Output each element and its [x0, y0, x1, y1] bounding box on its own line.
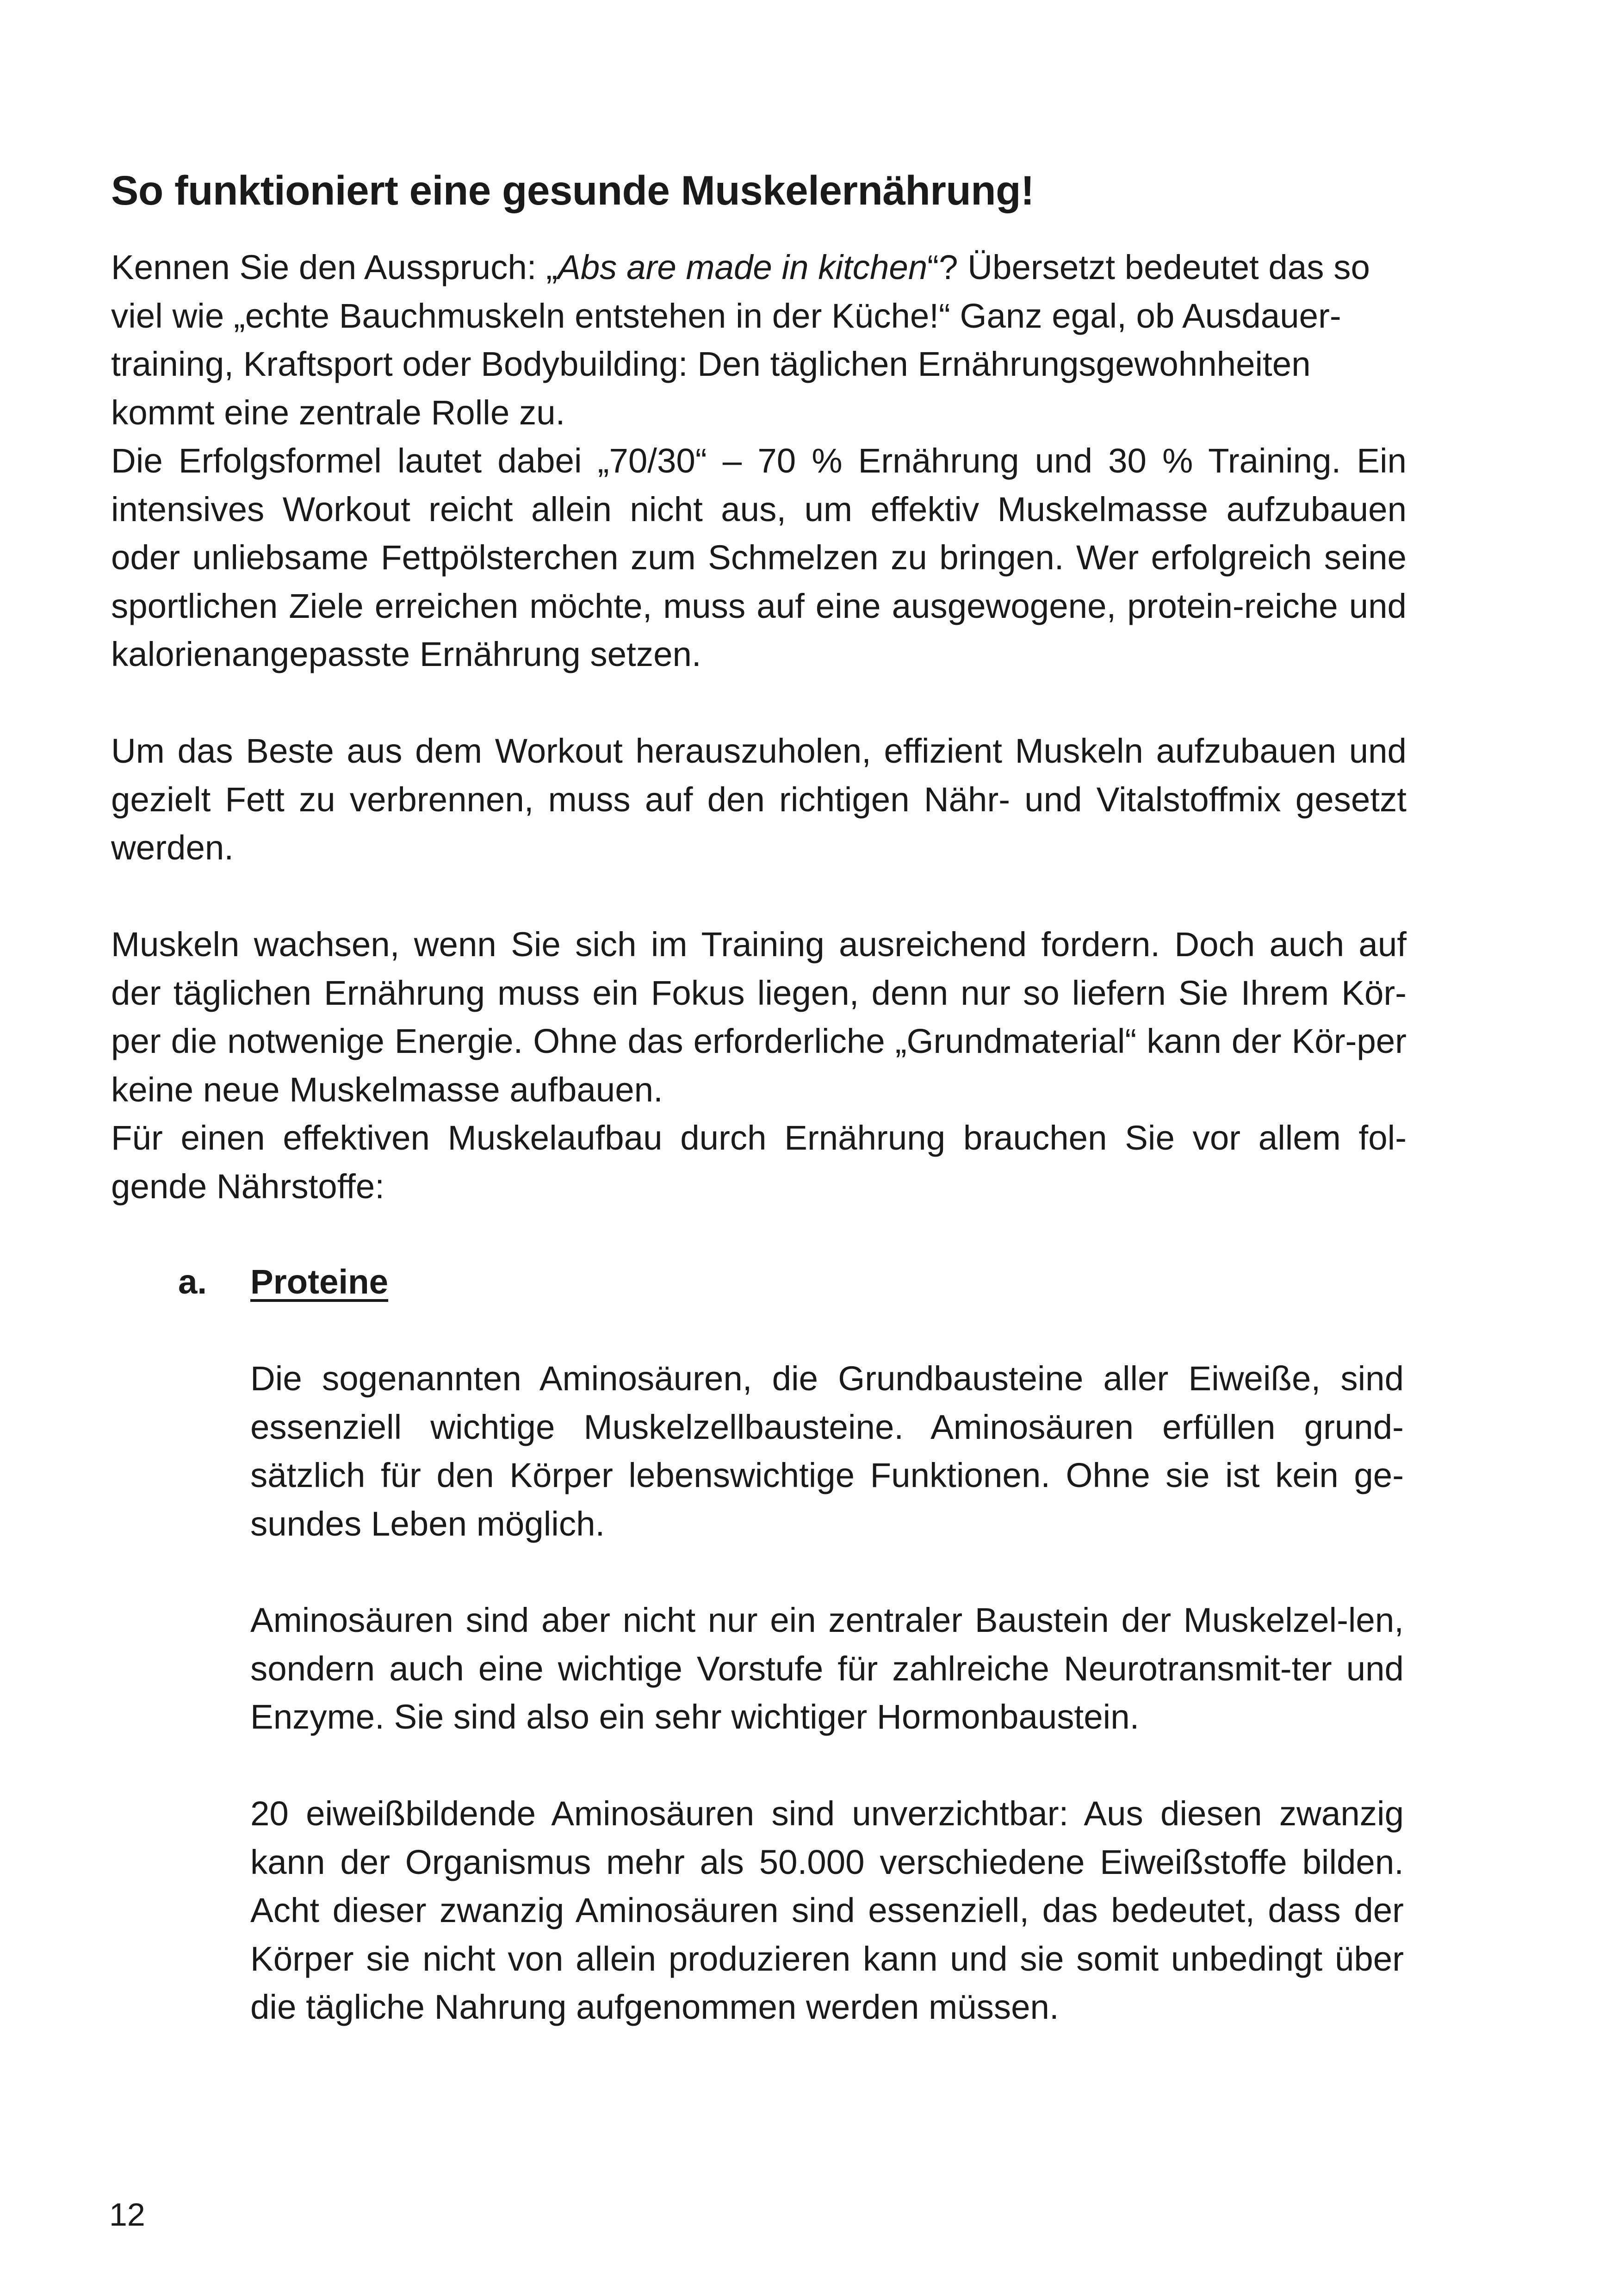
nutrients-paragraph: Für einen effektiven Muskelaufbau durch Ernährung brauchen Sie vor allem fol-gende Nährstoffe:: [111, 1119, 1407, 1206]
protein-paragraph-1: Die sogenannten Aminosäuren, die Grundbausteine aller Eiweiße, sind essenziell wichtige Muskelzellbausteine. Aminosäuren erfüllen grund-sätzlich für den Körper lebenswichtige Funktionen. Ohne sie ist kein ge-sundes Leben möglich.: [250, 1359, 1404, 1543]
list-title-proteine: Proteine: [250, 1263, 389, 1301]
quote-abs-kitchen: Abs are made in kitchen: [558, 248, 928, 286]
intro-line-3: training, Kraftsport oder Bodybuilding: Den täglichen Ernährungsgewohnheiten: [111, 345, 1311, 383]
protein-paragraph-2: Aminosäuren sind aber nicht nur ein zentraler Baustein der Muskelzel-len, sondern auch eine wichtige Vorstufe für zahlreiche Neurotransmit-ter und Enzyme. Sie sind also ein sehr wichtiger Hormonbaustein.: [250, 1601, 1404, 1736]
muscle-growth-paragraph: Muskeln wachsen, wenn Sie sich im Training ausreichend fordern. Doch auch auf der täglichen Ernährung muss ein Fokus liegen, denn nur so liefern Sie Ihrem Kör-per die notwenige Energie. Ohne das erforderliche „Grundmaterial“ kann der Kör-per keine neue Muskelmasse aufbauen.: [111, 925, 1407, 1109]
intro-paragraph: [111, 243, 1407, 437]
formula-paragraph: Die Erfolgsformel lautet dabei „70/30“ – 70 % Ernährung und 30 % Training. Ein intensives Workout reicht allein nicht aus, um effektiv Muskelmasse aufzubauen oder unliebsame Fettpölsterchen zum Schmelzen zu bringen. Wer erfolgreich seine sportlichen Ziele erreichen möchte, muss auf eine ausgewogene, protein-reiche und kalorienangepasste Ernährung setzen.: [111, 442, 1407, 673]
list-marker-a: a.: [178, 1263, 207, 1301]
intro-line-2: viel wie „echte Bauchmuskeln entstehen in der Küche!“ Ganz egal, ob Ausdauer-: [111, 296, 1341, 335]
page-number: 12: [109, 2196, 145, 2233]
intro-line-1-start: Kennen Sie den Ausspruch: „: [111, 248, 558, 286]
protein-paragraph-3: 20 eiweißbildende Aminosäuren sind unverzichtbar: Aus diesen zwanzig kann der Organismus mehr als 50.000 verschiedene Eiweißstoffe bilden. Acht dieser zwanzig Aminosäuren sind essenziell, das bedeutet, dass der Körper sie nicht von allein produzieren kann und sie somit unbedingt über die tägliche Nahrung aufgenommen werden müssen.: [250, 1794, 1404, 2026]
intro-line-1: [111, 243, 1407, 292]
intro-line-4: kommt eine zentrale Rolle zu.: [111, 393, 565, 432]
best-workout-paragraph: Um das Beste aus dem Workout herauszuholen, effizient Muskeln aufzubauen und gezielt Fett zu verbrennen, muss auf den richtigen Nähr- und Vitalstoffmix gesetzt werden.: [111, 732, 1407, 867]
page-heading: So funktioniert eine gesunde Muskelernährung!: [111, 167, 1035, 213]
intro-line-1-end: “? Übersetzt bedeutet das so: [927, 248, 1370, 286]
